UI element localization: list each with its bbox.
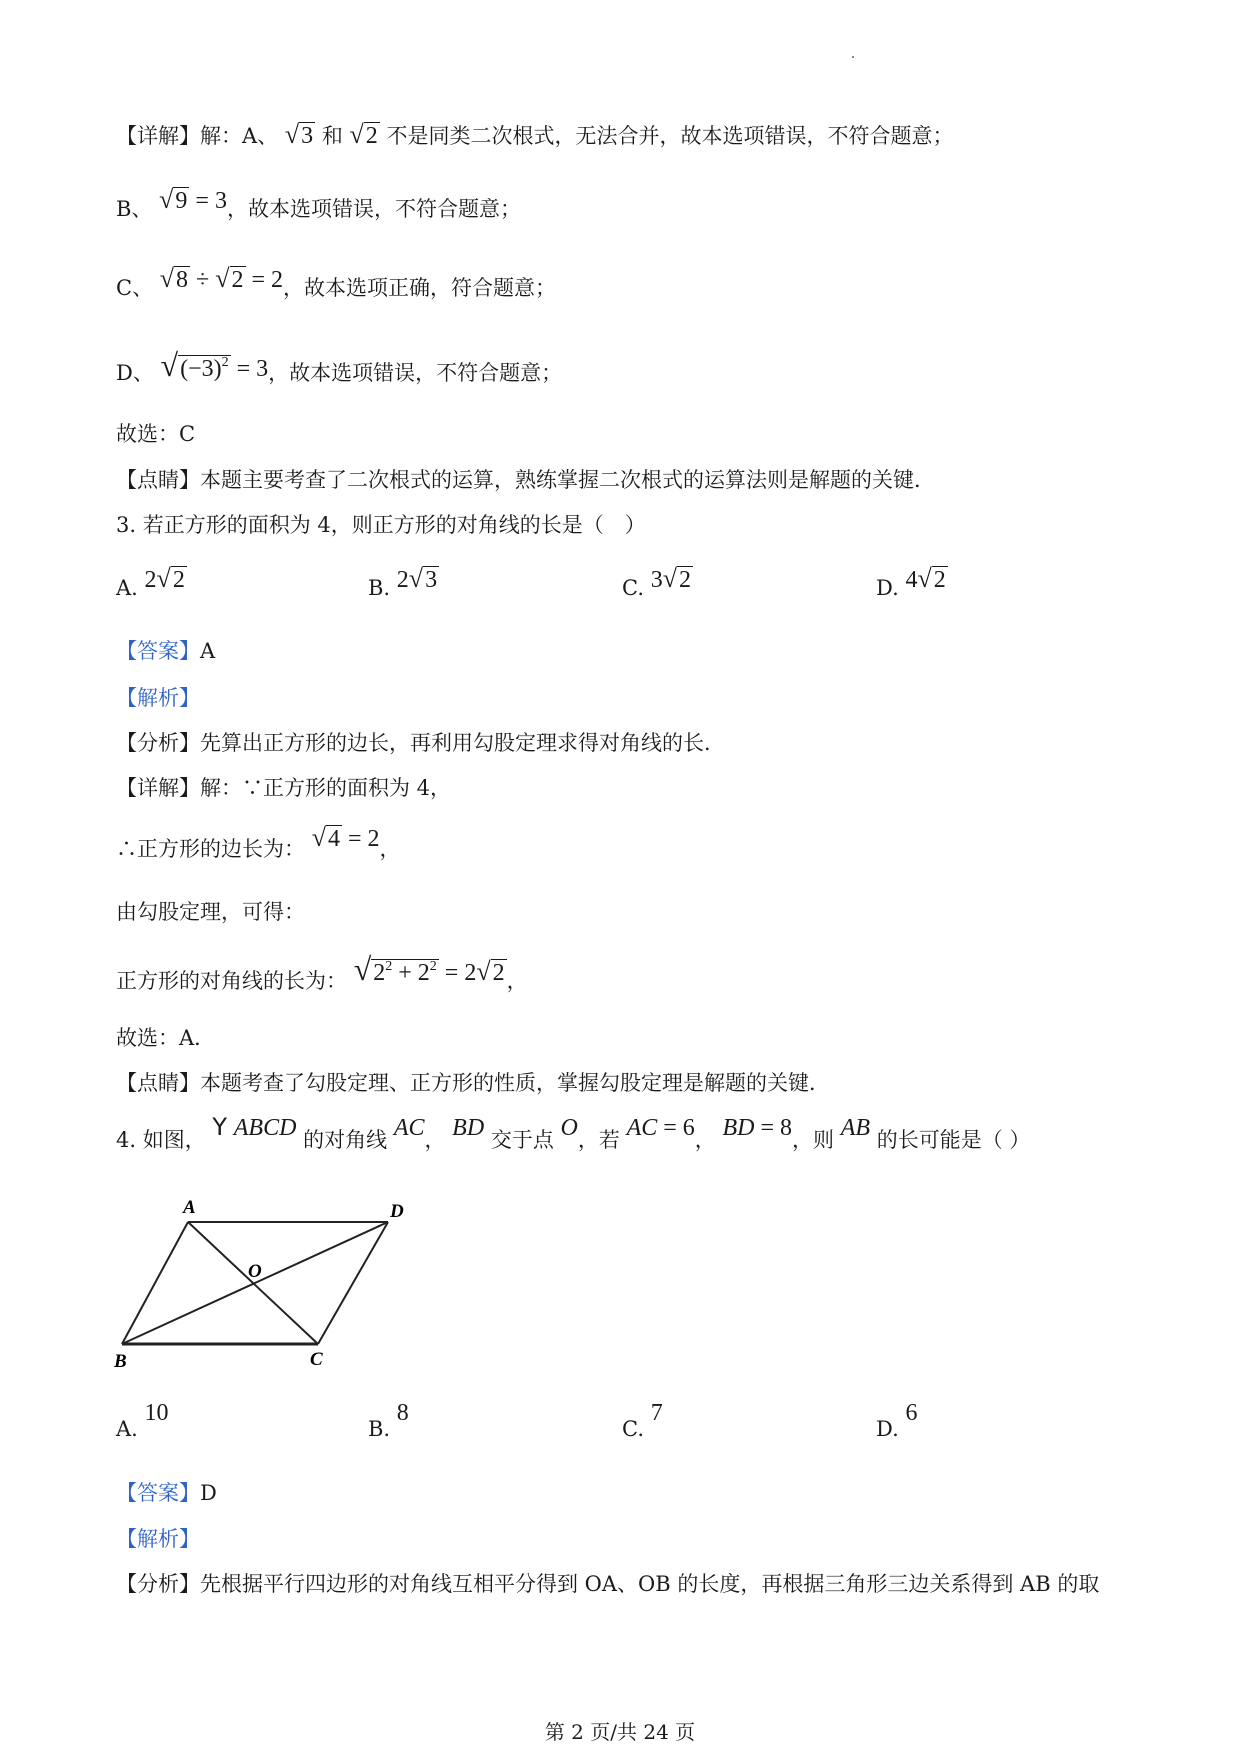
expr-b: √9 = 3: [159, 185, 227, 214]
choose-c: 故选：C: [116, 422, 196, 446]
center-label-o: O: [248, 1261, 262, 1282]
question-3-stem: 3. 若正方形的面积为 4，则正方形的对角线的长是（ ）: [116, 513, 646, 537]
q3-dianjing: 【点睛】本题考查了勾股定理、正方形的性质，掌握勾股定理是解题的关键．: [116, 1071, 830, 1095]
q3-pythagoras: 由勾股定理，可得：: [116, 900, 305, 924]
vertex-label-d: D: [390, 1201, 404, 1222]
q3-option-a: A. 2√2: [116, 564, 185, 600]
q3-option-c: C. 3√2: [622, 564, 691, 600]
q4-parallelogram-expr: Y ABCD: [212, 1113, 297, 1141]
q3-choose: 故选：A．: [116, 1026, 216, 1050]
q4-ac-eq: AC = 6: [626, 1115, 695, 1141]
solution-line-d: D、 $√(-3)^2 = 3$，故本选项错误，不符合题意；: [116, 347, 563, 385]
q4-option-c: C. 7: [622, 1400, 663, 1441]
vertex-label-c: C: [310, 1349, 323, 1370]
expr-c: √8 ÷ √2 = 2: [159, 264, 284, 293]
q3-diagonal: 正方形的对角线的长为： $√2^2 + 2^2 = 2√2$，: [116, 951, 528, 993]
solution-line-b: B、 √9 = 3，故本选项错误，不符合题意；: [116, 185, 521, 221]
q3-analysis-label: 【解析】: [116, 686, 200, 710]
solution-line-a: 【详解】解：A、 √3 和 √2 不是同类二次根式，无法合并，故本选项错误，不符合题意；: [116, 120, 954, 149]
vertex-label-b: B: [114, 1351, 127, 1372]
q3-option-b: B. 2√3: [368, 564, 438, 600]
q4-answer: 【答案】D: [116, 1481, 217, 1505]
sqrt3-expr: √3: [284, 120, 314, 149]
scan-speck: [852, 56, 854, 58]
q4-fenxi: 【分析】先根据平行四边形的对角线互相平分得到 OA、OB 的长度，再根据三角形三边关系得到 AB 的取: [116, 1572, 1100, 1596]
expr-d: $√(-3)^2 = 3$: [160, 347, 269, 383]
q4-bd-eq: BD = 8: [722, 1115, 793, 1141]
question-4-stem: 4. 如图， Y ABCD 的对角线 AC， BD 交于点 O，若 AC = 6， BD = 8，则 AB 的长可能是（ ）: [116, 1113, 1031, 1152]
q4-analysis-label: 【解析】: [116, 1527, 200, 1551]
page-footer: 第 2 页/共 24 页: [544, 1720, 696, 1744]
section-label: 【详解】: [116, 124, 200, 148]
q4-option-b: B. 8: [368, 1400, 409, 1441]
edge-ab: [122, 1222, 188, 1344]
diagonal-bd: [122, 1222, 388, 1344]
q4-option-a: A. 10: [116, 1400, 169, 1441]
sqrt2-expr: √2: [349, 120, 378, 149]
edge-dc: [318, 1222, 388, 1344]
q3-xiangjie: 【详解】解：∵正方形的面积为 4，: [116, 776, 452, 800]
q3-side: ∴正方形的边长为： √4 = 2，: [116, 823, 401, 861]
q3-option-d: D. 4√2: [876, 564, 946, 600]
dianjing-line: 【点睛】本题主要考查了二次根式的运算，熟练掌握二次根式的运算法则是解题的关键．: [116, 468, 935, 492]
q4-option-d: D. 6: [876, 1400, 918, 1441]
q3-answer: 【答案】A: [116, 639, 216, 663]
solution-line-c: C、 √8 ÷ √2 = 2，故本选项正确，符合题意；: [116, 264, 557, 300]
q3-fenxi: 【分析】先算出正方形的边长，再利用勾股定理求得对角线的长．: [116, 731, 725, 755]
vertex-label-a: A: [183, 1197, 196, 1218]
parallelogram-figure: [110, 1195, 430, 1375]
